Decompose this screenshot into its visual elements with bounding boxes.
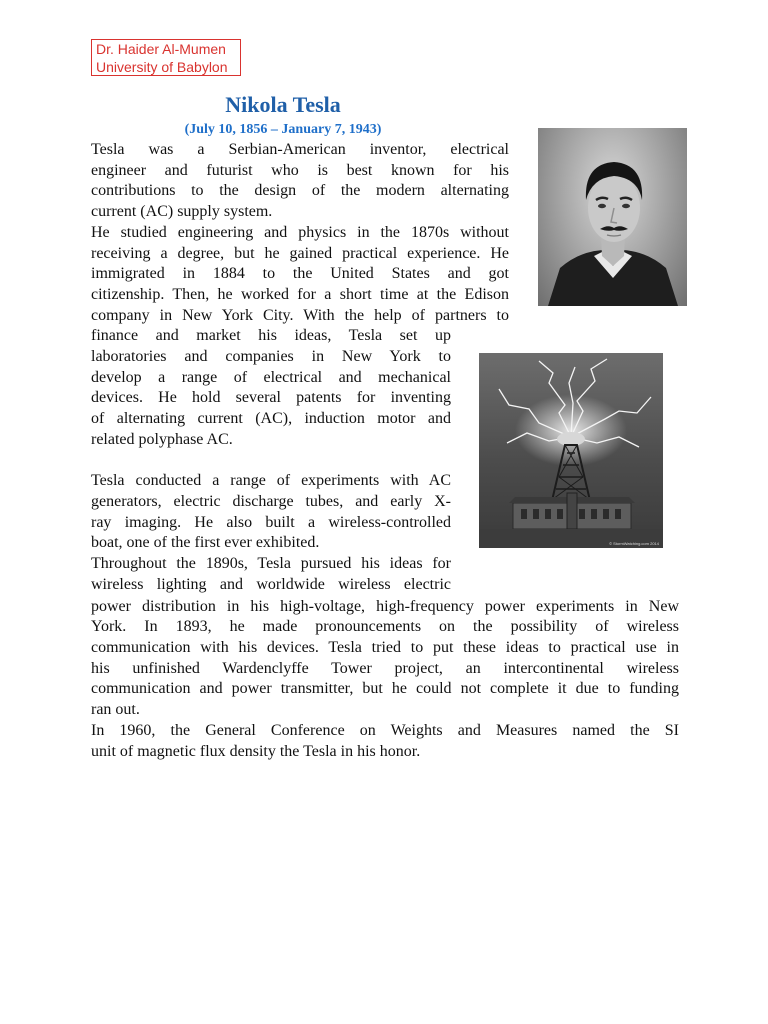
text-line: devices. He hold several patents for inventing [91,389,451,407]
text-line: company in New York City. With the help of partners to [91,306,509,324]
wardenclyffe-tower-photo [479,353,663,548]
text-line: Tesla conducted a range of experiments with AC [91,472,451,490]
text-line: laboratories and companies in New York to [91,348,451,365]
text-line: He studied engineering and physics in the 1870s without [91,223,509,241]
intro-block [91,140,509,326]
text-line: communication with his devices. Tesla tried to put these ideas to practical use in [91,639,679,656]
text-line: power distribution in his high-voltage, high-frequency power experiments in New [91,597,679,615]
text-line: Throughout the 1890s, Tesla pursued his ideas for [91,555,451,573]
author-name: Dr. Haider Al-Mumen [96,41,226,57]
author-institution: University of Babylon [96,59,228,75]
text-line: of alternating current (AC), induction motor and [91,410,451,428]
text-line: immigrated in 1884 to the United States and got [91,265,509,283]
text-line: finance and market his ideas, Tesla set up [91,327,451,345]
bottom-block [91,597,679,763]
text-line: engineer and futurist who is best known for his [91,161,509,179]
text-line: related polyphase AC. [91,430,233,448]
portrait-illustration [538,128,687,306]
text-line: ray imaging. He also built a wireless-controlled [91,513,451,531]
middle-block [91,326,451,595]
page-title: Nikola Tesla [225,92,341,117]
tower-illustration [479,353,663,548]
text-line: wireless lighting and worldwide wireless electric [91,575,451,593]
text-line: York. In 1893, he made pronouncements on the possibility of wireless [91,618,679,636]
life-dates: (July 10, 1856 – January 7, 1943) [184,122,382,137]
photo-credit: © StormWatching.com 2014 [609,541,659,546]
text-line: ran out. [91,701,140,719]
text-line: current (AC) supply system. [91,203,273,221]
text-line: generators, electric discharge tubes, and early X- [91,492,451,510]
text-line: In 1960, the General Conference on Weights and Measures named the SI [91,721,679,739]
author-box [91,39,241,76]
text-line: unit of magnetic flux density the Tesla in his honor. [91,742,421,760]
tesla-portrait-photo [538,128,687,306]
text-line: develop a range of electrical and mechanical [91,368,451,386]
text-line: citizenship. Then, he worked for a short time at the Edison [91,285,509,303]
text-line: receiving a degree, but he gained practical experience. He [91,244,509,262]
text-line: boat, one of the first ever exhibited. [91,534,320,552]
text-line: contributions to the design of the modern alternating [91,182,509,200]
text-line: Tesla was a Serbian-American inventor, electrical [91,141,509,158]
text-line: his unfinished Wardenclyffe Tower project, an intercontinental wireless [91,659,679,677]
text-line: communication and power transmitter, but he could not complete it due to funding [91,680,679,698]
